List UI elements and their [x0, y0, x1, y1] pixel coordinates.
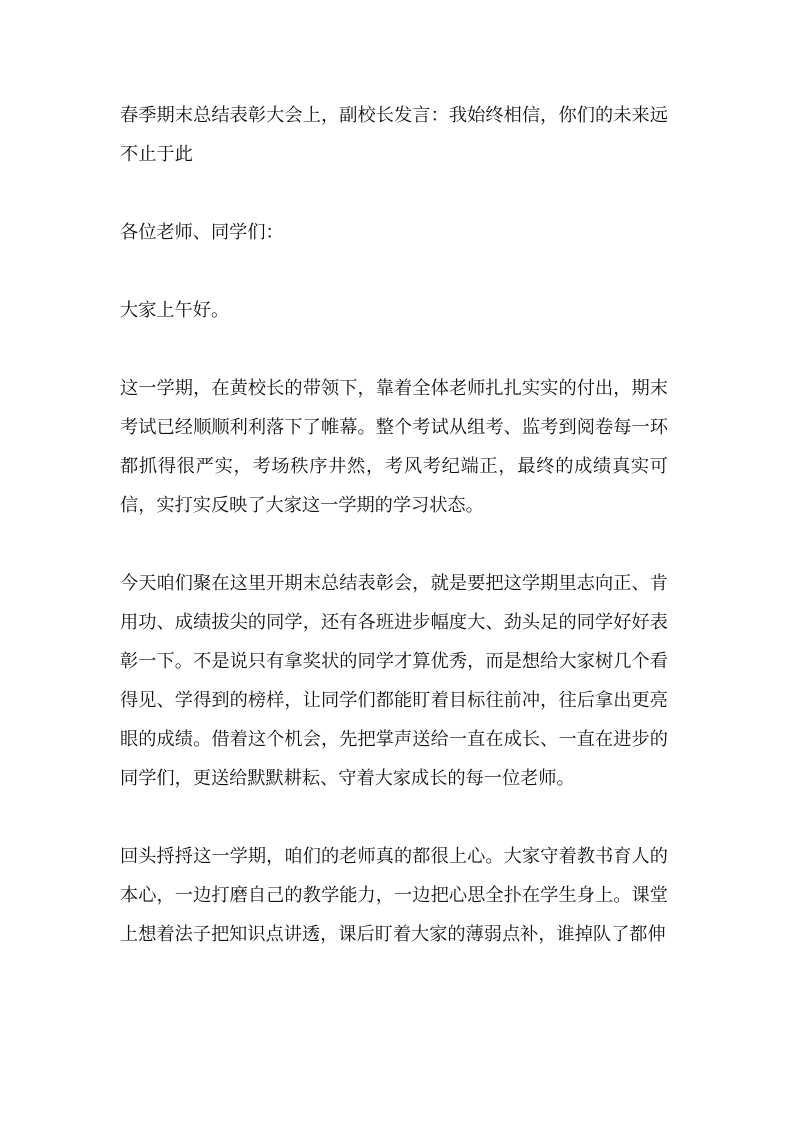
paragraph-gap	[120, 798, 668, 837]
paragraph-2: 今天咱们聚在这里开期末总结表彰会，就是要把这学期里志向正、肯用功、成绩拔尖的同学，还有各班进步幅度大、劲头足的同学好好表彰一下。不是说只有拿奖状的同学才算优秀，而是想给大家树几个看得见、学得到的榜样，让同学们都能盯着目标往前冲，往后拿出更亮眼的成绩。借着这个机会，先把掌声送给一直在成长、一直在进步的同学们，更送给默默耕耘、守着大家成长的每一位老师。	[120, 573, 668, 789]
greeting: 大家上午好。	[120, 300, 230, 321]
salutation: 各位老师、同学们：	[120, 222, 284, 243]
paragraph-1: 这一学期，在黄校长的带领下，靠着全体老师扎扎实实的付出，期末考试已经顺顺利利落下了帷幕。整个考试从组考、监考到阅卷每一环都抓得很严实，考场秩序井然，考风考纪端正，最终的成绩真实可信，实打实反映了大家这一学期的学习状态。	[120, 378, 668, 516]
paragraph-3: 回头捋捋这一学期，咱们的老师真的都很上心。大家守着教书育人的本心，一边打磨自己的教学能力，一边把心思全扑在学生身上。课堂上想着法子把知识点讲透，课后盯着大家的薄弱点补，谁掉队了都伸	[120, 846, 668, 945]
document-title: 春季期末总结表彰大会上，副校长发言：我始终相信，你们的未来远不止于此	[120, 105, 668, 165]
paragraph-gap	[120, 174, 668, 213]
paragraph-gap	[120, 330, 668, 369]
document-body	[120, 96, 668, 954]
paragraph-gap	[120, 252, 668, 291]
paragraph-gap	[120, 525, 668, 564]
